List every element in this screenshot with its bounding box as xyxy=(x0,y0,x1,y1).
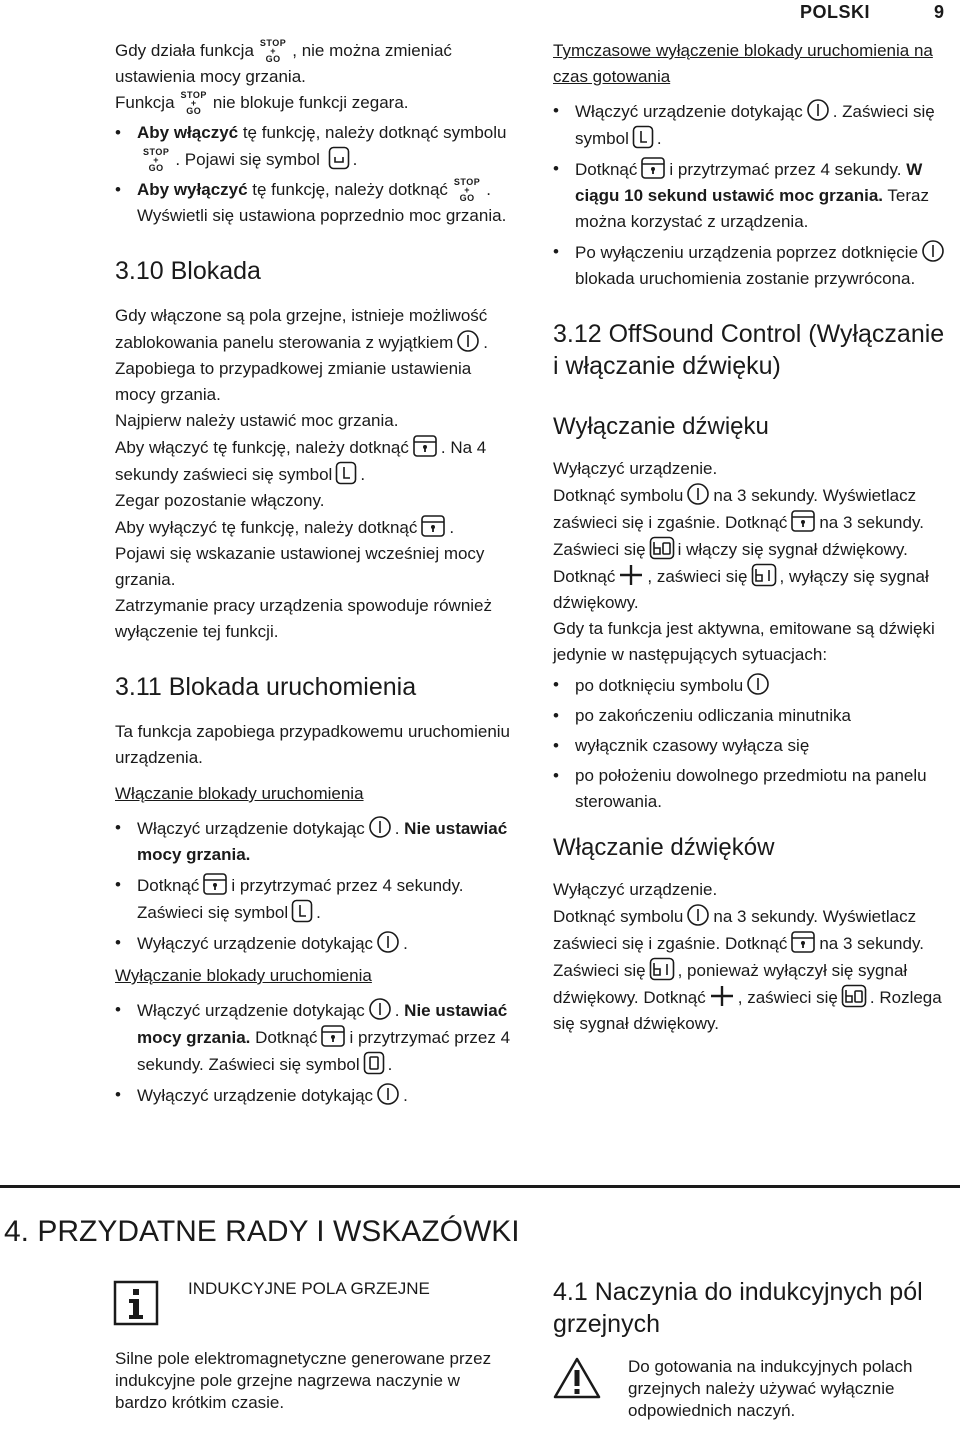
lock-key-icon xyxy=(790,509,816,533)
info-text: Silne pole elektromagnetyczne generowane przez indukcyjne pole grzejne nagrzewa naczynie w bardzo krótkim czasie. xyxy=(115,1349,492,1412)
lock-key-icon xyxy=(640,156,666,180)
paragraph xyxy=(115,38,515,90)
right-column xyxy=(553,38,953,1037)
section-title-3-11: 3.11 Blokada uruchomienia xyxy=(115,673,417,701)
subsection-label-enable: Włączanie blokady uruchomienia xyxy=(115,784,364,803)
list-item: • Włączyć urządzenie dotykając . Nie ustawiać mocy grzania. Dotknąć i przytrzymać przez 4 sekundy. Zaświeci się symbol . xyxy=(115,997,515,1078)
list-item: • po położeniu dowolnego przedmiotu na panelu sterowania. xyxy=(553,763,953,815)
page-number: 9 xyxy=(933,2,944,22)
bullet-list xyxy=(553,672,953,815)
display-l-icon xyxy=(632,125,654,149)
text: Gdy działa funkcja xyxy=(115,41,254,60)
display-l-icon xyxy=(335,461,357,485)
paragraph xyxy=(115,90,515,116)
bullet-list xyxy=(553,98,953,292)
paragraph: Aby włączyć tę funkcję, należy dotknąć . Na 4 sekundy zaświeci się symbol . xyxy=(115,434,515,488)
list-item: • po zakończeniu odliczania minutnika xyxy=(553,703,953,729)
stop-go-icon: STOP + GO xyxy=(180,90,207,116)
power-icon xyxy=(806,98,830,122)
lock-key-icon xyxy=(202,872,228,896)
section-title-4-1: 4.1 Naczynia do indukcyjnych pól grzejnych xyxy=(553,1278,923,1338)
list-item: • Wyłączyć urządzenie dotykając . xyxy=(115,1082,515,1109)
paragraph: Gdy włączone są pola grzejne, istnieje możliwość zablokowania panelu sterowania z wyjątkiem . Zapobiega to przypadkowej zmianie ustawienia mocy grzania. xyxy=(115,306,489,404)
display-b1-icon xyxy=(751,563,777,587)
power-icon xyxy=(368,815,392,839)
section-title-3-10: 3.10 Blokada xyxy=(115,257,261,285)
power-icon xyxy=(686,482,710,506)
power-icon xyxy=(746,672,770,696)
bullet-list xyxy=(115,120,515,229)
subsection-title-mute: Wyłączanie dźwięku xyxy=(553,413,769,440)
info-icon xyxy=(113,1280,159,1326)
text: Funkcja xyxy=(115,93,175,112)
paragraph: Dotknąć symbolu na 3 sekundy. Wyświetlacz zaświeci się i zgaśnie. Dotknąć na 3 sekundy. Zaświeci się , ponieważ wyłączył się sygnał dźwiękowy. Dotknąć , zaświeci się . Rozlega się sygnał dźwiękowy. xyxy=(553,903,953,1037)
paragraph: Aby wyłączyć tę funkcję, należy dotknąć . xyxy=(115,514,515,541)
display-b1-icon xyxy=(649,957,675,981)
paragraph: Zegar pozostanie włączony. xyxy=(115,491,325,510)
paragraph: Wyłączyć urządzenie. xyxy=(553,880,718,899)
info-title: INDUKCYJNE POLA GRZEJNE xyxy=(188,1279,430,1298)
list-item: • Wyłączyć urządzenie dotykając . xyxy=(115,930,515,957)
paragraph: Najpierw należy ustawić moc grzania. xyxy=(115,411,399,430)
chapter-divider xyxy=(0,1185,960,1188)
power-icon xyxy=(376,930,400,954)
lock-key-icon xyxy=(412,434,438,458)
power-icon xyxy=(456,329,480,353)
subsection-label-temporary: Tymczasowe wyłączenie blokady uruchomienia na czas gotowania xyxy=(553,41,933,86)
bullet-list xyxy=(115,997,515,1109)
power-icon xyxy=(921,239,945,263)
chapter-title: 4. PRZYDATNE RADY I WSKAZÓWKI xyxy=(4,1215,520,1248)
paragraph: Gdy ta funkcja jest aktywna, emitowane są dźwięki jedynie w następujących sytuacjach: xyxy=(553,619,935,664)
paragraph: Ta funkcja zapobiega przypadkowemu uruchomieniu urządzenia. xyxy=(115,722,511,767)
warning-icon xyxy=(553,1356,601,1400)
list-item: • Aby włączyć tę funkcję, należy dotknąć symboluSTOP + GO . Pojawi się symbol . xyxy=(115,120,515,173)
display-u-icon xyxy=(328,146,350,170)
paragraph: Dotknąć symbolu na 3 sekundy. Wyświetlacz zaświeci się i zgaśnie. Dotknąć na 3 sekundy. Zaświeci się i włączy się sygnał dźwiękowy. Dotknąć , zaświeci się , wyłączy się sygnał dźwiękowy. xyxy=(553,482,953,616)
display-l-icon xyxy=(291,899,313,923)
left-column xyxy=(115,38,515,1113)
plus-icon xyxy=(709,984,735,1008)
list-item: • wyłącznik czasowy wyłącza się xyxy=(553,733,953,759)
plus-icon xyxy=(618,563,644,587)
list-item: • Włączyć urządzenie dotykając . Nie ustawiać mocy grzania. xyxy=(115,815,515,868)
subsection-title-unmute: Włączanie dźwięków xyxy=(553,834,775,861)
stop-go-icon: STOP + GO xyxy=(259,38,287,64)
power-icon xyxy=(686,903,710,927)
lock-key-icon xyxy=(790,930,816,954)
section-title-3-12: 3.12 OffSound Control (Wyłączanie i włączanie dźwięku) xyxy=(553,320,945,380)
list-item: • Dotknąć i przytrzymać przez 4 sekundy. W ciągu 10 sekund ustawić moc grzania. Teraz można korzystać z urządzenia. xyxy=(553,156,953,235)
lock-key-icon xyxy=(420,514,446,538)
paragraph: Wyłączyć urządzenie. xyxy=(553,459,718,478)
lock-key-icon xyxy=(320,1024,346,1048)
display-b0-icon xyxy=(841,984,867,1008)
paragraph: Pojawi się wskazanie ustawionej wcześniej mocy grzania. xyxy=(115,544,485,589)
stop-go-icon: STOP + GO xyxy=(453,177,481,203)
list-item: • Włączyć urządzenie dotykając . Zaświeci się symbol . xyxy=(553,98,953,152)
subsection-label-disable: Wyłączanie blokady uruchomienia xyxy=(115,966,372,985)
list-item: • po dotknięciu symbolu xyxy=(553,672,953,699)
header-language: POLSKI xyxy=(799,2,870,22)
stop-go-icon: STOP + GO xyxy=(143,147,170,173)
display-b0-icon xyxy=(649,536,675,560)
list-item: • Aby wyłączyć tę funkcję, należy dotknąć STOP + GO . Wyświetli się ustawiona poprzednio moc grzania. xyxy=(115,177,515,229)
list-item: • Dotknąć i przytrzymać przez 4 sekundy. Zaświeci się symbol . xyxy=(115,872,515,926)
paragraph: Zatrzymanie pracy urządzenia spowoduje również wyłączenie tej funkcji. xyxy=(115,596,493,641)
power-icon xyxy=(376,1082,400,1106)
text: nie blokuje funkcji zegara. xyxy=(212,93,409,112)
power-icon xyxy=(368,997,392,1021)
list-item: • Po wyłączeniu urządzenia poprzez dotknięcieblokada uruchomienia zostanie przywrócona. xyxy=(553,239,953,292)
display-0-icon xyxy=(363,1051,385,1075)
warning-text: Do gotowania na indukcyjnych polach grzejnych należy używać wyłącznie odpowiednich naczyń. xyxy=(628,1357,913,1420)
text: , nie można zmieniać ustawienia mocy grzania. xyxy=(115,41,452,86)
bullet-list xyxy=(115,815,515,957)
